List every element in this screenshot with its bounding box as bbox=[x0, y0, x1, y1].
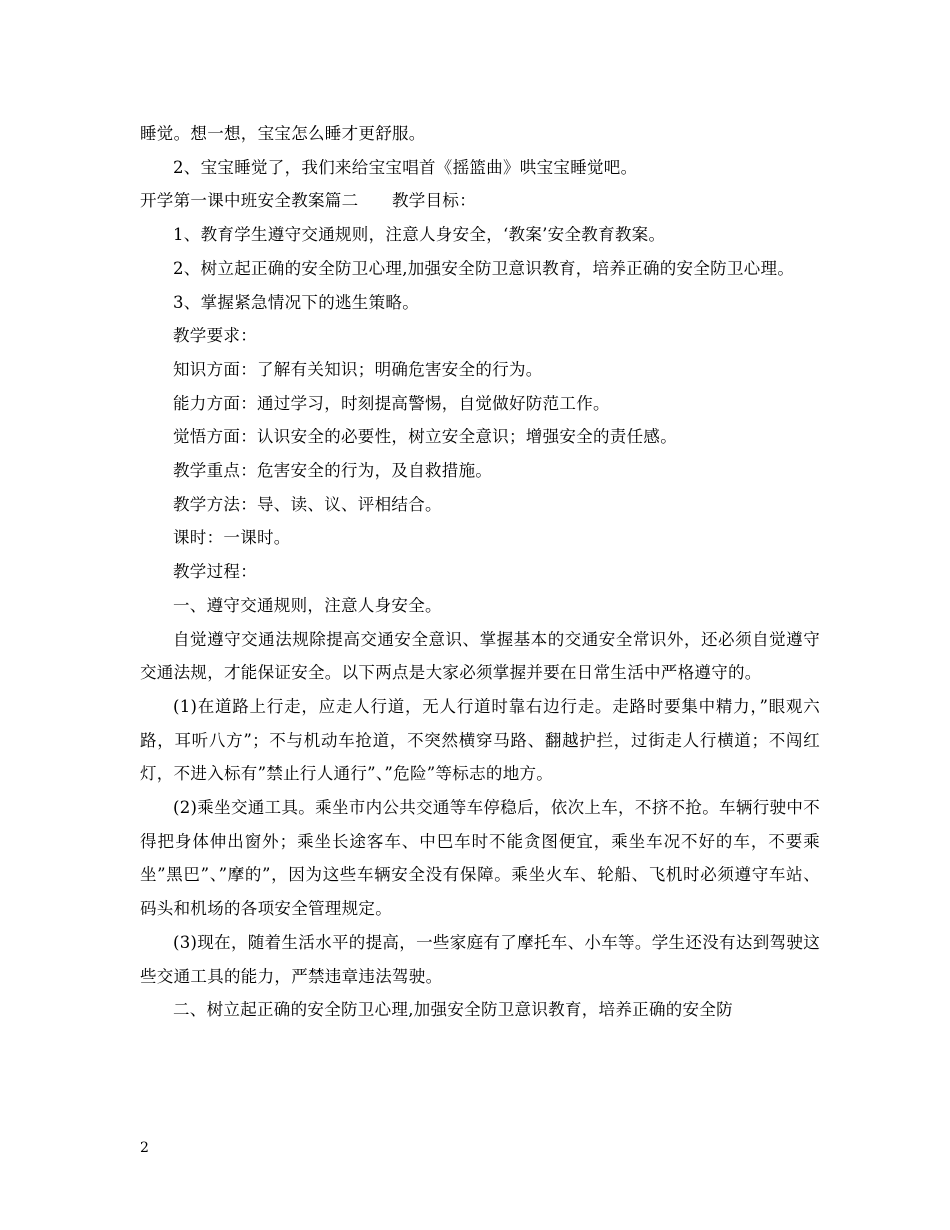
paragraph: 睡觉。想一想，宝宝怎么睡才更舒服。 bbox=[140, 124, 426, 143]
paragraph: 教学过程： bbox=[173, 562, 257, 582]
paragraph: 2、宝宝睡觉了，我们来给宝宝唱首《摇篮曲》哄宝宝睡觉吧。 bbox=[173, 157, 638, 177]
paragraph: 知识方面：了解有关知识；明确危害安全的行为。 bbox=[173, 359, 543, 379]
paragraph: 教学重点：危害安全的行为，及自救措施。 bbox=[173, 461, 493, 481]
document-body bbox=[140, 117, 820, 1027]
paragraph: 自觉遵守交通法规除提高交通安全意识、掌握基本的交通安全常识外，还必须自觉遵守交通法规，才能保证安全。以下两点是大家必须掌握并要在日常生活中严格遵守的。 bbox=[140, 629, 820, 683]
paragraph: 一、遵守交通规则，注意人身安全。 bbox=[173, 595, 442, 615]
page-number: 2 bbox=[140, 1140, 149, 1156]
paragraph: 3、掌握紧急情况下的逃生策略。 bbox=[173, 292, 419, 312]
paragraph: 二、树立起正确的安全防卫心理,加强安全防卫意识教育，培养正确的安全防 bbox=[173, 1000, 733, 1020]
paragraph: 1、教育学生遵守交通规则，注意人身安全，‘教案’安全教育教案。 bbox=[173, 225, 666, 245]
paragraph: (2)乘坐交通工具。乘坐市内公共交通等车停稳后，依次上车，不挤不抢。车辆行驶中不得把身体伸出窗外；乘坐长途客车、中巴车时不能贪图便宜，乘坐车况不好的车，不要乘坐”黑巴”、”摩的”，因为这些车辆安全没有保障。乘坐火车、轮船、飞机时必须遵守车站、码头和机场的各项安全管理规定。 bbox=[140, 798, 820, 919]
paragraph: 教学要求： bbox=[173, 326, 257, 346]
paragraph: 2、树立起正确的安全防卫心理,加强安全防卫意识教育，培养正确的安全防卫心理。 bbox=[173, 258, 795, 278]
paragraph: 能力方面：通过学习，时刻提高警惕，自觉做好防范工作。 bbox=[173, 393, 610, 413]
paragraph: (1)在道路上行走，应走人行道，无人行道时靠右边行走。走路时要集中精力，”眼观六路，耳听八方”；不与机动车抢道，不突然横穿马路、翻越护拦，过街走人行横道；不闯红灯，不进入标有”禁止行人通行”、”危险”等标志的地方。 bbox=[140, 696, 820, 784]
paragraph: 课时：一课时。 bbox=[173, 528, 291, 548]
paragraph: (3)现在，随着生活水平的提高，一些家庭有了摩托车、小车等。学生还没有达到驾驶这些交通工具的能力，严禁违章违法驾驶。 bbox=[140, 932, 820, 986]
paragraph: 觉悟方面：认识安全的必要性，树立安全意识；增强安全的责任感。 bbox=[173, 427, 677, 447]
paragraph: 教学方法：导、读、议、评相结合。 bbox=[173, 494, 442, 514]
section-heading: 开学第一课中班安全教案篇二 教学目标： bbox=[140, 191, 476, 211]
